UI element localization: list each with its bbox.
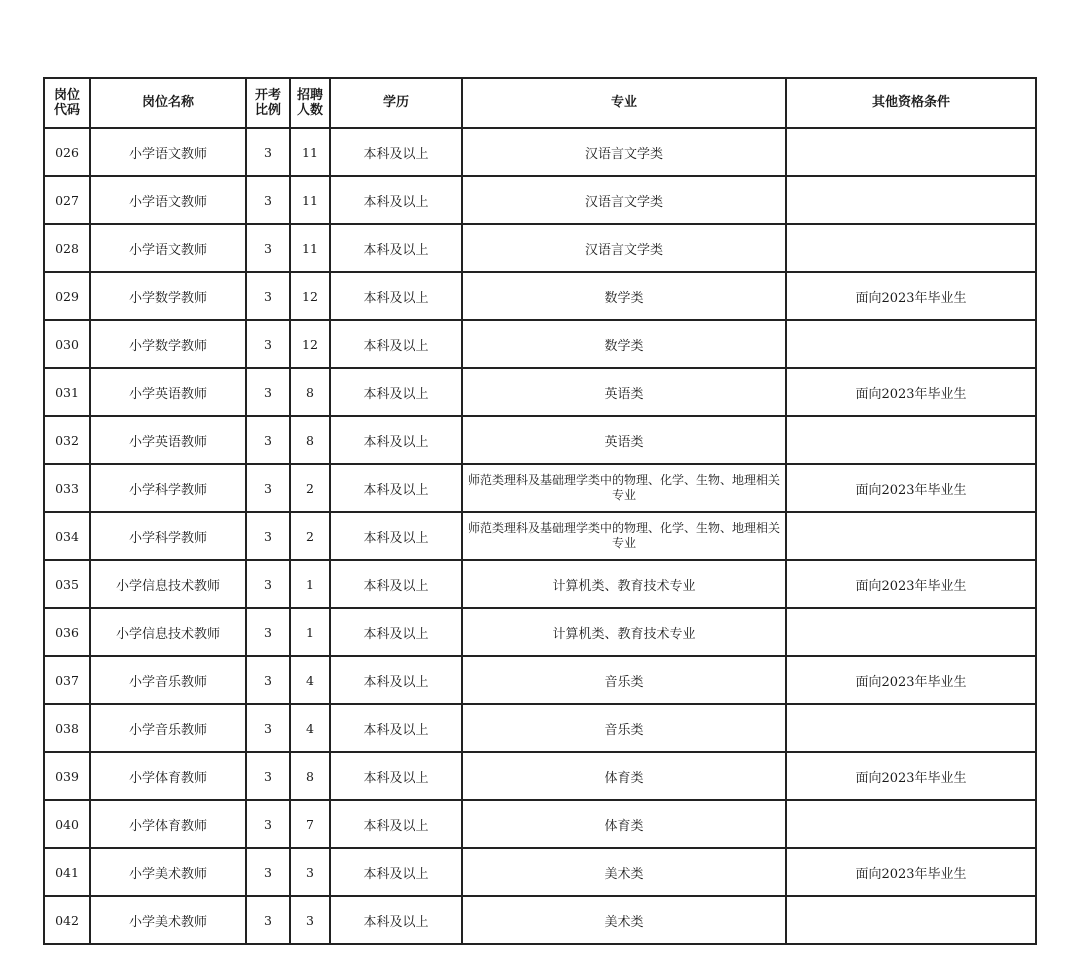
cell-education: 本科及以上 (330, 272, 462, 320)
cell-hire-count: 2 (290, 464, 330, 512)
cell-other-requirements (786, 896, 1036, 944)
recruitment-table-sheet (43, 77, 1035, 945)
table-row (44, 416, 1036, 464)
table-row (44, 704, 1036, 752)
cell-exam-ratio: 3 (246, 752, 290, 800)
cell-position-code: 038 (44, 704, 90, 752)
cell-other-requirements (786, 128, 1036, 176)
header-exam-ratio (246, 78, 290, 128)
cell-education: 本科及以上 (330, 848, 462, 896)
cell-position-name: 小学科学教师 (90, 512, 246, 560)
table-row (44, 272, 1036, 320)
header-hire-count-line-1: 招聘 (296, 88, 323, 103)
cell-education: 本科及以上 (330, 224, 462, 272)
table-row (44, 176, 1036, 224)
cell-position-name: 小学语文教师 (90, 176, 246, 224)
cell-other-requirements: 面向2023年毕业生 (786, 368, 1036, 416)
header-other-requirements: 其他资格条件 (786, 78, 1036, 128)
cell-exam-ratio: 3 (246, 896, 290, 944)
cell-position-code: 037 (44, 656, 90, 704)
cell-position-name: 小学美术教师 (90, 896, 246, 944)
cell-exam-ratio: 3 (246, 560, 290, 608)
cell-exam-ratio: 3 (246, 176, 290, 224)
header-position-code-line-1: 岗位 (53, 88, 80, 103)
cell-hire-count: 11 (290, 128, 330, 176)
cell-education: 本科及以上 (330, 656, 462, 704)
cell-other-requirements (786, 704, 1036, 752)
cell-education: 本科及以上 (330, 800, 462, 848)
cell-education: 本科及以上 (330, 176, 462, 224)
cell-education: 本科及以上 (330, 560, 462, 608)
table-body (44, 128, 1036, 944)
cell-education: 本科及以上 (330, 128, 462, 176)
cell-position-code: 040 (44, 800, 90, 848)
cell-exam-ratio: 3 (246, 656, 290, 704)
cell-position-code: 042 (44, 896, 90, 944)
table-row (44, 512, 1036, 560)
cell-hire-count: 2 (290, 512, 330, 560)
cell-position-code: 032 (44, 416, 90, 464)
cell-other-requirements (786, 512, 1036, 560)
cell-exam-ratio: 3 (246, 608, 290, 656)
cell-other-requirements (786, 320, 1036, 368)
table-row (44, 896, 1036, 944)
cell-position-code: 036 (44, 608, 90, 656)
cell-exam-ratio: 3 (246, 800, 290, 848)
cell-position-name: 小学语文教师 (90, 224, 246, 272)
cell-education: 本科及以上 (330, 464, 462, 512)
table-header-row (44, 78, 1036, 128)
cell-major: 汉语言文学类 (462, 176, 786, 224)
cell-position-code: 041 (44, 848, 90, 896)
cell-hire-count: 3 (290, 896, 330, 944)
cell-position-name: 小学语文教师 (90, 128, 246, 176)
cell-major: 体育类 (462, 800, 786, 848)
cell-exam-ratio: 3 (246, 320, 290, 368)
cell-major: 汉语言文学类 (462, 128, 786, 176)
header-exam-ratio-line-1: 开考 (254, 88, 281, 103)
cell-position-code: 026 (44, 128, 90, 176)
cell-position-code: 031 (44, 368, 90, 416)
cell-major: 体育类 (462, 752, 786, 800)
table-row (44, 320, 1036, 368)
cell-education: 本科及以上 (330, 896, 462, 944)
cell-major: 美术类 (462, 848, 786, 896)
cell-other-requirements: 面向2023年毕业生 (786, 752, 1036, 800)
table-row (44, 464, 1036, 512)
table-row (44, 608, 1036, 656)
cell-position-name: 小学英语教师 (90, 368, 246, 416)
cell-exam-ratio: 3 (246, 848, 290, 896)
cell-exam-ratio: 3 (246, 512, 290, 560)
cell-major: 师范类理科及基础理学类中的物理、化学、生物、地理相关专业 (462, 464, 786, 512)
header-exam-ratio-line-2: 比例 (254, 103, 281, 118)
cell-education: 本科及以上 (330, 320, 462, 368)
cell-hire-count: 4 (290, 656, 330, 704)
cell-exam-ratio: 3 (246, 704, 290, 752)
cell-hire-count: 8 (290, 752, 330, 800)
cell-other-requirements: 面向2023年毕业生 (786, 848, 1036, 896)
cell-position-name: 小学美术教师 (90, 848, 246, 896)
cell-other-requirements (786, 416, 1036, 464)
cell-other-requirements (786, 224, 1036, 272)
cell-hire-count: 1 (290, 608, 330, 656)
cell-other-requirements (786, 608, 1036, 656)
cell-hire-count: 8 (290, 416, 330, 464)
cell-hire-count: 3 (290, 848, 330, 896)
cell-position-name: 小学英语教师 (90, 416, 246, 464)
cell-major: 计算机类、教育技术专业 (462, 608, 786, 656)
header-education: 学历 (330, 78, 462, 128)
cell-major: 音乐类 (462, 656, 786, 704)
cell-position-name: 小学信息技术教师 (90, 608, 246, 656)
cell-other-requirements: 面向2023年毕业生 (786, 464, 1036, 512)
header-major: 专业 (462, 78, 786, 128)
header-hire-count-line-2: 人数 (296, 103, 323, 118)
cell-position-code: 029 (44, 272, 90, 320)
cell-position-name: 小学体育教师 (90, 800, 246, 848)
cell-position-name: 小学数学教师 (90, 272, 246, 320)
cell-education: 本科及以上 (330, 752, 462, 800)
cell-major: 计算机类、教育技术专业 (462, 560, 786, 608)
table-row (44, 560, 1036, 608)
cell-major: 数学类 (462, 272, 786, 320)
cell-major: 美术类 (462, 896, 786, 944)
cell-exam-ratio: 3 (246, 128, 290, 176)
cell-position-name: 小学音乐教师 (90, 656, 246, 704)
header-position-name: 岗位名称 (90, 78, 246, 128)
cell-education: 本科及以上 (330, 512, 462, 560)
cell-hire-count: 8 (290, 368, 330, 416)
cell-position-name: 小学科学教师 (90, 464, 246, 512)
cell-exam-ratio: 3 (246, 416, 290, 464)
cell-position-code: 027 (44, 176, 90, 224)
cell-hire-count: 7 (290, 800, 330, 848)
cell-major: 英语类 (462, 368, 786, 416)
cell-position-code: 035 (44, 560, 90, 608)
cell-major: 音乐类 (462, 704, 786, 752)
cell-other-requirements: 面向2023年毕业生 (786, 656, 1036, 704)
cell-education: 本科及以上 (330, 608, 462, 656)
recruitment-table (43, 77, 1037, 945)
cell-position-name: 小学数学教师 (90, 320, 246, 368)
table-row (44, 800, 1036, 848)
cell-position-code: 030 (44, 320, 90, 368)
cell-position-name: 小学体育教师 (90, 752, 246, 800)
cell-position-code: 028 (44, 224, 90, 272)
cell-major: 英语类 (462, 416, 786, 464)
cell-exam-ratio: 3 (246, 368, 290, 416)
cell-exam-ratio: 3 (246, 224, 290, 272)
cell-position-code: 033 (44, 464, 90, 512)
cell-position-name: 小学信息技术教师 (90, 560, 246, 608)
cell-exam-ratio: 3 (246, 464, 290, 512)
cell-other-requirements: 面向2023年毕业生 (786, 560, 1036, 608)
cell-hire-count: 11 (290, 176, 330, 224)
table-row (44, 128, 1036, 176)
cell-hire-count: 4 (290, 704, 330, 752)
header-position-code (44, 78, 90, 128)
table-row (44, 848, 1036, 896)
cell-position-code: 039 (44, 752, 90, 800)
cell-education: 本科及以上 (330, 368, 462, 416)
table-row (44, 752, 1036, 800)
cell-position-code: 034 (44, 512, 90, 560)
cell-hire-count: 11 (290, 224, 330, 272)
cell-other-requirements (786, 800, 1036, 848)
table-row (44, 656, 1036, 704)
cell-hire-count: 12 (290, 320, 330, 368)
cell-position-name: 小学音乐教师 (90, 704, 246, 752)
cell-other-requirements: 面向2023年毕业生 (786, 272, 1036, 320)
header-hire-count (290, 78, 330, 128)
table-row (44, 224, 1036, 272)
table-row (44, 368, 1036, 416)
cell-education: 本科及以上 (330, 416, 462, 464)
cell-exam-ratio: 3 (246, 272, 290, 320)
cell-major: 师范类理科及基础理学类中的物理、化学、生物、地理相关专业 (462, 512, 786, 560)
cell-major: 数学类 (462, 320, 786, 368)
cell-major: 汉语言文学类 (462, 224, 786, 272)
cell-hire-count: 1 (290, 560, 330, 608)
cell-education: 本科及以上 (330, 704, 462, 752)
header-position-code-line-2: 代码 (53, 103, 80, 118)
cell-other-requirements (786, 176, 1036, 224)
cell-hire-count: 12 (290, 272, 330, 320)
